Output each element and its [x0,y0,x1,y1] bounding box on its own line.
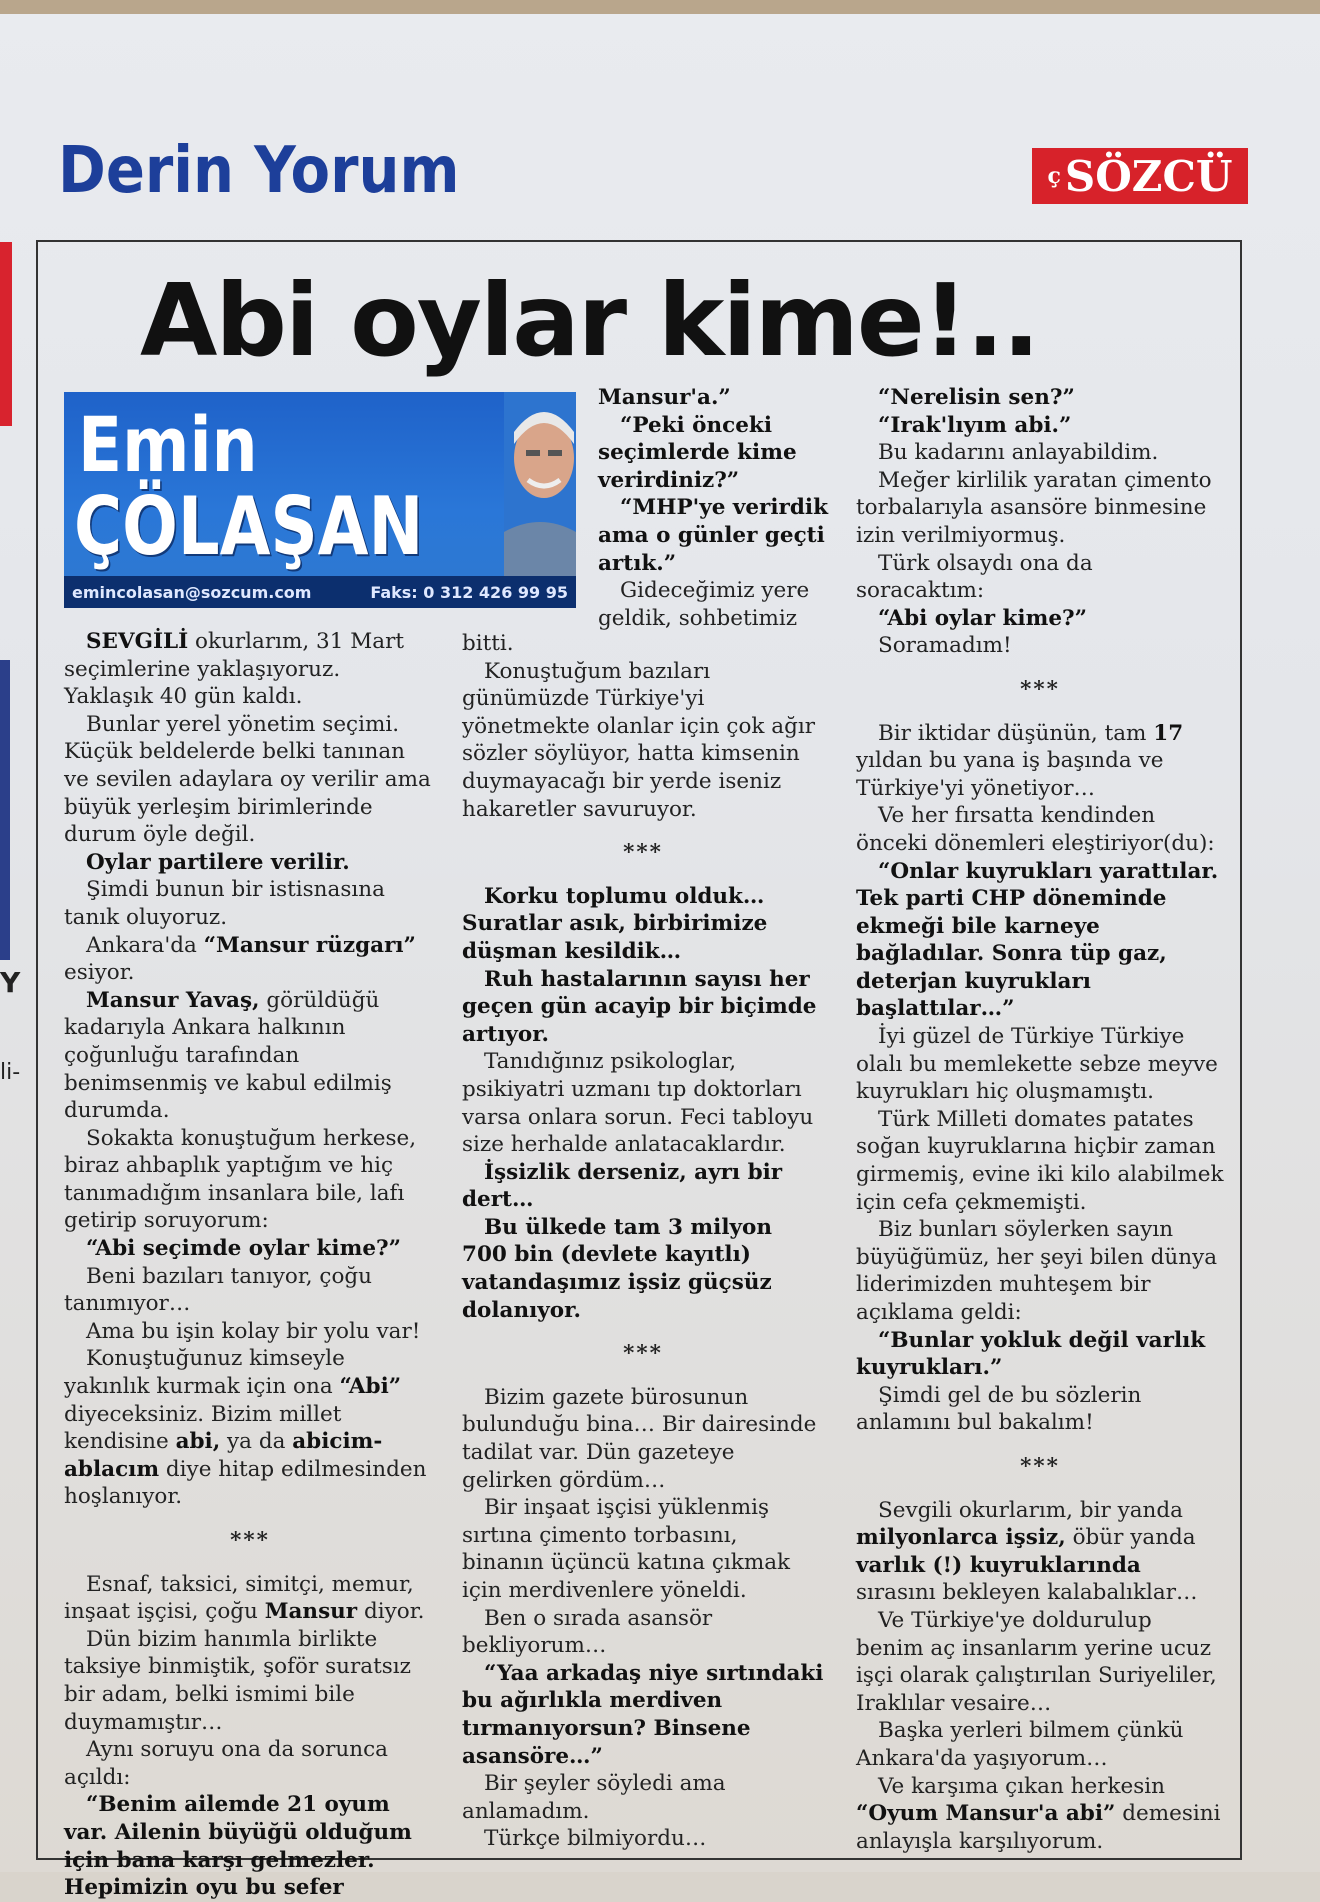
paragraph: Gideceğimiz yere geldik, sohbetimiz [598,578,810,631]
emphasis: milyonlarca işsiz, [856,1525,1066,1551]
section-rubric: Derin Yorum [58,134,460,208]
emphasis: varlık (!) kuyruklarında [856,1552,1141,1578]
paragraph [64,1345,436,1511]
paragraph-text: Sevgili okurlarım, bir yanda [878,1497,1183,1523]
paragraph: İşsizlik derseniz, ayrı bir dert… [462,1159,783,1213]
paragraph-text: diyeceksiniz. Bizim millet kendisine [64,1401,342,1455]
paragraph: Başka yerleri bilmem çünkü Ankara'da yaşıyorum… [856,1718,1184,1771]
paragraph: Türkçe bilmiyordu… [484,1826,707,1852]
left-margin-fragment: li- [0,1060,21,1085]
paragraph [64,628,436,711]
paragraph: Ama bu işin kolay bir yolu var! [86,1318,421,1344]
paragraph: “Bunlar yokluk değil varlık kuyrukları.” [856,1327,1206,1381]
emphasis: “Abi” [339,1374,402,1400]
section-divider: *** [623,840,663,866]
paragraph: Dün bizim hanımla birlikte taksiye binmiştik, şoför suratsız bir adam, belki ismimi bile duymamıştır… [64,1626,411,1735]
article-column-1 [64,628,436,1902]
article-column-3 [856,384,1224,1855]
paragraph: Sokakta konuştuğum herkese, biraz ahbaplık yaptığım ve hiç tanımadığım insanlara bile, lafı getirip soruyorum: [64,1125,417,1234]
paragraph-text: sırasını bekleyen kalabalıklar… [856,1580,1198,1606]
section-divider: *** [1020,1453,1060,1479]
paragraph-text: esiyor. [64,960,135,986]
emphasis: Mansur [264,1599,358,1625]
paragraph: Meğer kirlilik yaratan çimento torbalarıyla asansöre binmesine izin verilmiyormuş. [856,467,1212,548]
paragraph: Ben o sırada asansör bekliyorum… [462,1605,713,1659]
author-portrait-icon [504,392,576,576]
author-byline [64,392,576,608]
emphasis: abicim-ablacım [64,1429,383,1482]
author-first-name: Emin [78,400,258,489]
emphasis: abi, [175,1429,221,1455]
paragraph-text: yıldan bu yana iş başında ve Türkiye'yi yönetiyor… [856,748,1164,801]
paragraph-text: demesini anlayışla karşılıyorum. [856,1801,1221,1854]
paragraph-text: görüldüğü kadarıyla Ankara halkının çoğunluğu tarafından benimsenmiş ve kabul edilmiş durumda. [64,987,392,1124]
paragraph: Bu kadarını anlayabildim. [878,440,1159,466]
paragraph: “Abi seçimde oylar kime?” [86,1236,401,1262]
paragraph: Türk olsaydı ona da soracaktım: [856,550,1093,604]
section-divider: *** [1020,676,1060,702]
paragraph: Konuştuğum bazıları günümüzde Türkiye'yi yönetmekte olanlar için çok ağır sözler söylüyor, hatta kimsenin duymayacağı bir yerde iseniz hakaretler savuruyor. [462,658,815,822]
author-last-name: ÇÖLAŞAN [74,480,424,573]
left-margin-blue-ad [0,660,10,960]
left-margin-letter: Y [0,966,21,999]
section-divider: *** [623,1341,663,1367]
paragraph: Bunlar yerel yönetim seçimi. Küçük beldelerde belki tanınan ve sevilen adaylara oy verilir ama büyük yerleşim birimlerinde durum öyle değil. [64,711,431,848]
author-fax: Faks: 0 312 426 99 95 [370,582,568,602]
paragraph: “Benim ailemde 21 oyum var. Ailenin büyüğü olduğum için bana karşı gelmezler. Hepimizin oyu bu sefer [64,1792,412,1901]
paragraph: “Abi oylar kime?” [878,605,1087,631]
paragraph: Ruh hastalarının sayısı her geçen gün acayip bir biçimde artıyor. [462,966,817,1047]
paragraph: Korku toplumu olduk… Suratlar asık, birbirimize düşman kesildik… [462,883,768,964]
paragraph: Aynı soruyu ona da sorunca açıldı: [64,1737,388,1790]
paragraph: İyi güzel de Türkiye Türkiye olalı bu memlekette sebze meyve kuyrukları hiç oluşmamıştı. [856,1024,1218,1105]
emphasis: “Oyum Mansur'a abi” [856,1801,1116,1827]
paragraph-text: Konuştuğunuz kimseyle yakınlık kurmak için ona [64,1346,345,1400]
paragraph: “MHP'ye verirdik ama o günler geçti artık.” [598,495,828,576]
paragraph: bitti. [462,631,514,656]
paragraph: Bir inşaat işçisi yüklenmiş sırtına çimento torbasını, binanın üçüncü katına çıkmak için merdivenlere yöneldi. [462,1495,791,1603]
author-email: emincolasan@sozcum.com [72,582,312,602]
paragraph-text: Ve karşıma çıkan herkesin [878,1773,1165,1799]
paragraph: “Peki önceki seçimlerde kime verirdiniz?” [598,412,797,493]
emphasis: “Mansur rüzgarı” [203,932,416,958]
paragraph [856,720,1224,803]
lead-word: SEVGİLİ [86,629,189,654]
paragraph: “Irak'lıyım abi.” [878,412,1072,438]
author-contact-strip [64,576,576,608]
article-column-2-top [598,384,828,632]
paragraph [64,932,436,987]
paragraph [856,1773,1224,1856]
paragraph: Ve her fırsatta kendinden önceki dönemleri eleştiriyor(du): [856,803,1215,856]
paragraph: Şimdi bunun bir istisnasına tanık oluyoruz. [64,877,385,930]
emphasis: Mansur Yavaş, [86,987,260,1013]
newspaper-logo [1032,148,1248,204]
paragraph-text: ya da [220,1429,293,1455]
article-column-2 [462,630,824,1853]
paragraph: Bir şeyler söyledi ama anlamadım. [462,1771,726,1824]
paragraph: “Onlar kuyrukları yarattılar. Tek parti CHP döneminde ekmeği bile karneye bağladılar. Sonra tüp gaz, deterjan kuyrukları başlattılar…” [856,858,1219,1022]
paragraph-text: diyor. [357,1599,425,1625]
paragraph: Biz bunları söylerken sayın büyüğümüz, her şeyi bilen dünya liderimizden muhteşem bir açıklama geldi: [856,1217,1218,1325]
paragraph: Soramadım! [878,633,1012,659]
paragraph: Şimdi gel de bu sözlerin anlamını bul bakalım! [856,1382,1142,1436]
paragraph: Bizim gazete bürosunun bulunduğu bina… Bir dairesinde tadilat var. Dün gazeteye gelirken gördüm… [462,1384,817,1493]
paragraph-text: diye hitap edilmesinden hoşlanıyor. [64,1456,427,1510]
paragraph-text: Esnaf, taksici, simitçi, memur, inşaat işçisi, çoğu [64,1571,414,1625]
paragraph: “Nerelisin sen?” [878,385,1075,410]
paragraph: Tanıdığınız psikologlar, psikiyatri uzmanı tıp doktorları varsa onlara sorun. Feci tabloyu size herhalde anlatacaklardır. [462,1049,814,1158]
paragraph: Türk Milleti domates patates soğan kuyruklarına hiçbir zaman girmemiş, evine iki kilo alabilmek için cefa çekmemişti. [856,1106,1224,1215]
paragraph: Mansur'a.” [598,385,731,410]
left-margin-red-ad [0,242,12,426]
paragraph-text: Bir iktidar düşünün, tam [878,720,1154,746]
paragraph [64,1571,436,1626]
paragraph [64,987,436,1125]
logo-text: SÖZCÜ [1064,151,1233,201]
paragraph: Oylar partilere verilir. [86,849,350,875]
paragraph-text: okurlarım, 31 Mart seçimlerine yaklaşıyoruz. Yaklaşık 40 gün kaldı. [64,629,404,710]
page-top-edge [0,0,1320,14]
paragraph: Beni bazıları tanıyor, çoğu tanımıyor… [64,1263,372,1317]
paragraph: “Yaa arkadaş niye sırtındaki bu ağırlıkla merdiven tırmanıyorsun? Binsene asansöre…” [462,1660,824,1769]
paragraph [856,1497,1224,1607]
article-headline: Abi oylar kime!.. [140,262,1039,379]
paragraph-text: Ankara'da [86,932,204,958]
paragraph: Ve Türkiye'ye doldurulup benim aç insanlarım yerine ucuz işçi olarak çalıştırılan Suriyeliler, Iraklılar vesaire… [856,1607,1217,1716]
emphasis: 17 [1153,720,1184,746]
paragraph: Bu ülkede tam 3 milyon 700 bin (devlete kayıtlı) vatandaşımız işsiz güçsüz dolanıyor. [462,1214,772,1323]
paragraph-text: öbür yanda [1065,1525,1196,1551]
section-divider: *** [230,1528,270,1553]
logo-mark-icon: ç [1047,163,1061,189]
